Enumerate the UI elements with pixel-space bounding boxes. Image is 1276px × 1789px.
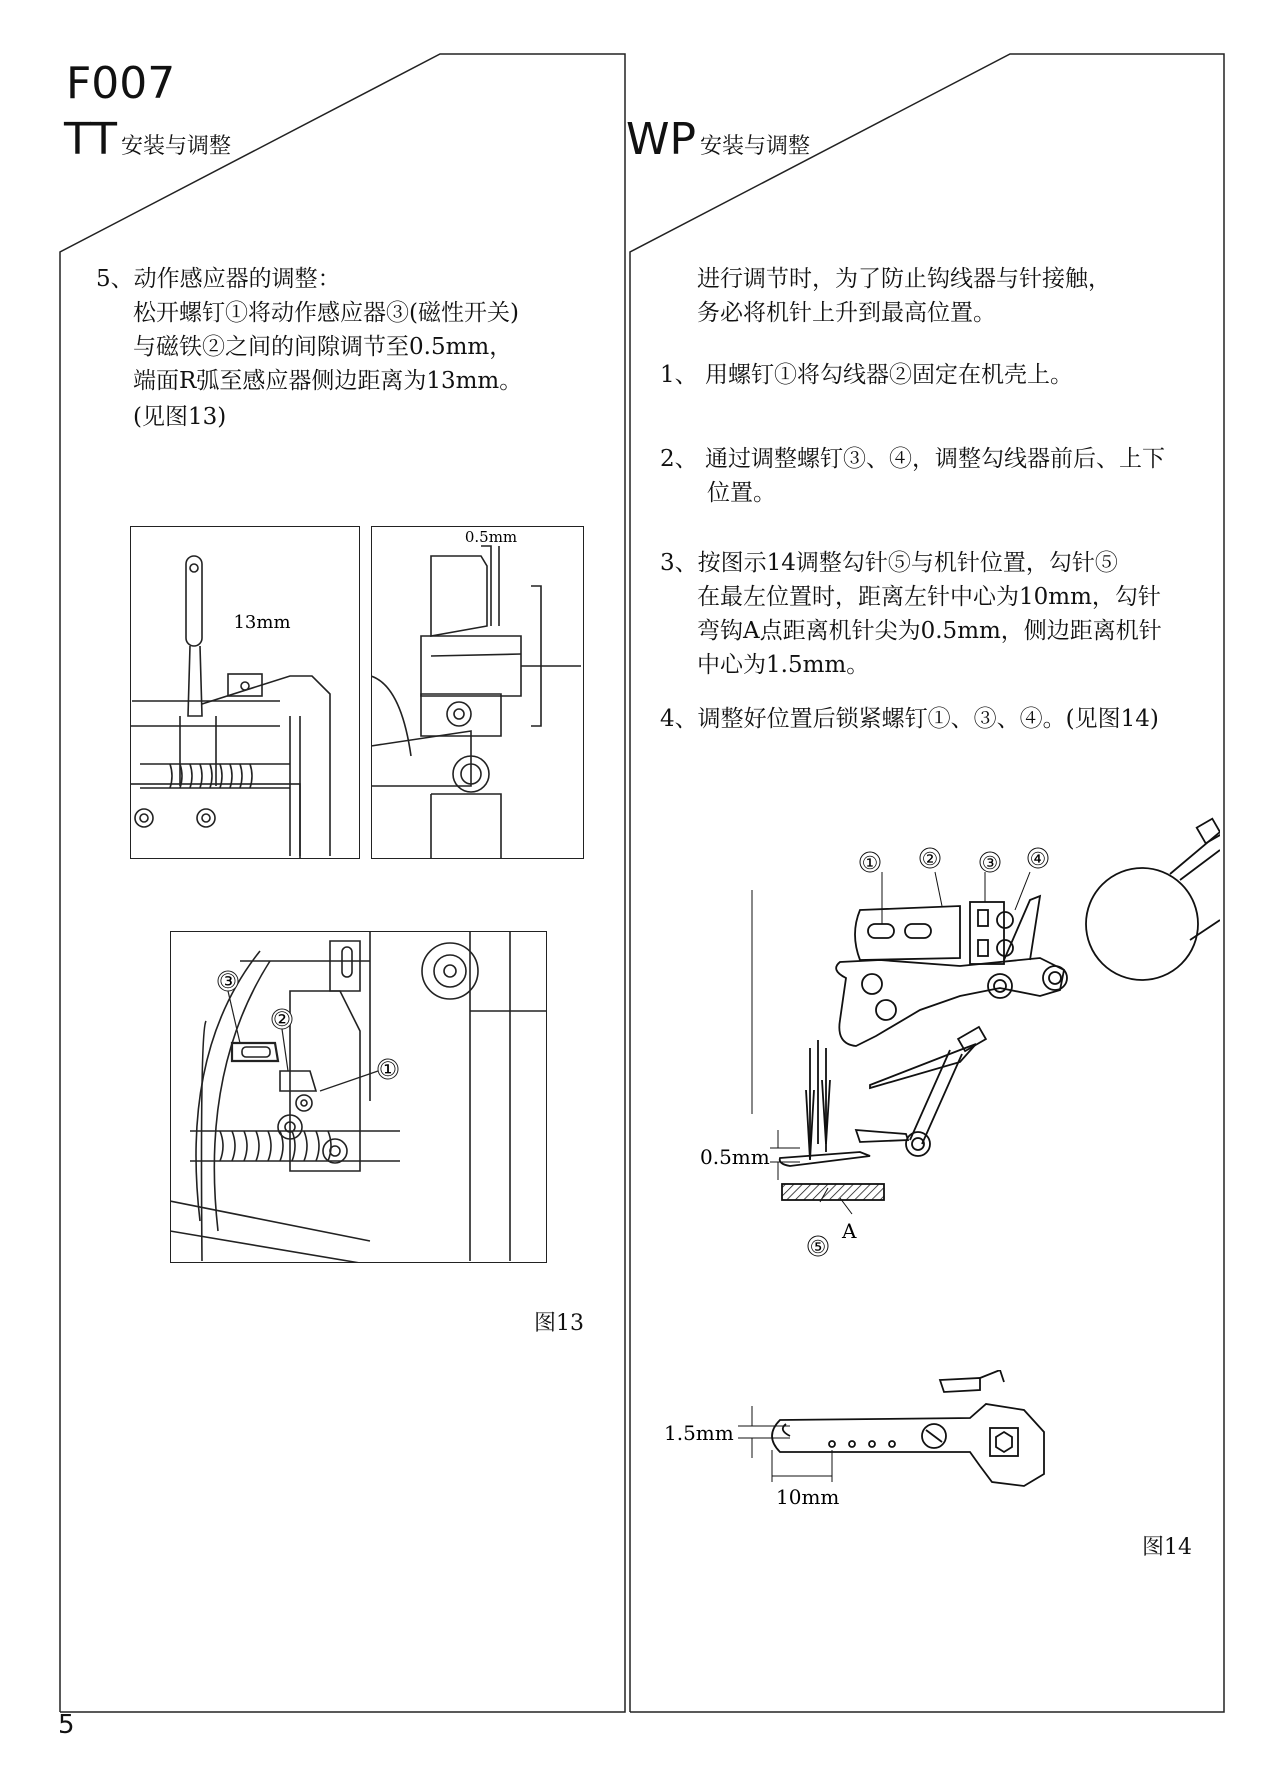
left-step-title: 5、动作感应器的调整： — [96, 266, 341, 292]
left-section-header — [64, 114, 231, 165]
right-step-3-line-2: 在最左位置时，距离左针中心为10mm，勾针 — [697, 584, 1161, 610]
figure14-caption: 图14 — [1142, 1535, 1192, 1560]
figure13-photo-main — [170, 931, 547, 1263]
right-intro-1: 进行调节时，为了防止钩线器与针接触， — [697, 266, 1111, 292]
right-step-2-line-2: 位置。 — [707, 480, 776, 506]
model-number: F007 — [66, 58, 176, 109]
diagram-callout-4: ④ — [1029, 849, 1047, 870]
figure14-hook-diagram — [660, 800, 1220, 1260]
diagram-callout-3: ③ — [981, 853, 999, 874]
right-step-3-line-3: 弯钩A点距离机针尖为0.5mm，侧边距离机针 — [697, 618, 1162, 644]
right-section-header — [626, 114, 811, 165]
photo-left-label: 13mm — [233, 612, 291, 633]
diagram-gap-label: 0.5mm — [700, 1145, 770, 1169]
right-step-4: 4、调整好位置后锁紧螺钉①、③、④。(见图14) — [660, 706, 1159, 732]
left-section-title: 安装与调整 — [120, 134, 231, 159]
right-section-title: 安装与调整 — [700, 134, 811, 159]
diagram-distance-label: 10mm — [776, 1485, 840, 1509]
diagram-point-label: A — [842, 1219, 857, 1243]
callout-2: ② — [273, 1007, 291, 1031]
left-line-2: 与磁铁②之间的间隙调节至0.5mm， — [133, 334, 513, 360]
figure14-side-diagram — [660, 1370, 1060, 1520]
figure13-photo-left — [130, 526, 360, 859]
left-line-1: 松开螺钉①将动作感应器③(磁性开关) — [133, 300, 519, 326]
diagram-side-label: 1.5mm — [664, 1421, 734, 1445]
callout-1: ① — [379, 1057, 397, 1081]
diagram-callout-1: ① — [861, 853, 879, 874]
left-line-4: (见图13) — [133, 404, 227, 430]
right-step-3-line-1: 3、按图示14调整勾针⑤与机针位置，勾针⑤ — [660, 550, 1118, 576]
right-step-3-line-4: 中心为1.5mm。 — [697, 652, 870, 678]
right-step-1: 1、 用螺钉①将勾线器②固定在机壳上。 — [660, 362, 1073, 388]
left-line-3: 端面R弧至感应器侧边距离为13mm。 — [133, 368, 523, 394]
right-intro-2: 务必将机针上升到最高位置。 — [697, 300, 996, 326]
page-number: 5 — [58, 1710, 75, 1740]
photo-right-label: 0.5mm — [464, 528, 518, 546]
figure13-photo-right — [371, 526, 584, 859]
diagram-callout-2: ② — [921, 849, 939, 870]
right-section-code: WP — [626, 114, 697, 165]
left-section-code: TT — [64, 114, 117, 165]
diagram-hook-callout: ⑤ — [809, 1237, 827, 1258]
callout-3: ③ — [219, 969, 237, 993]
figure13-caption: 图13 — [534, 1311, 584, 1336]
right-step-2-line-1: 2、 通过调整螺钉③、④，调整勾线器前后、上下 — [660, 446, 1165, 472]
